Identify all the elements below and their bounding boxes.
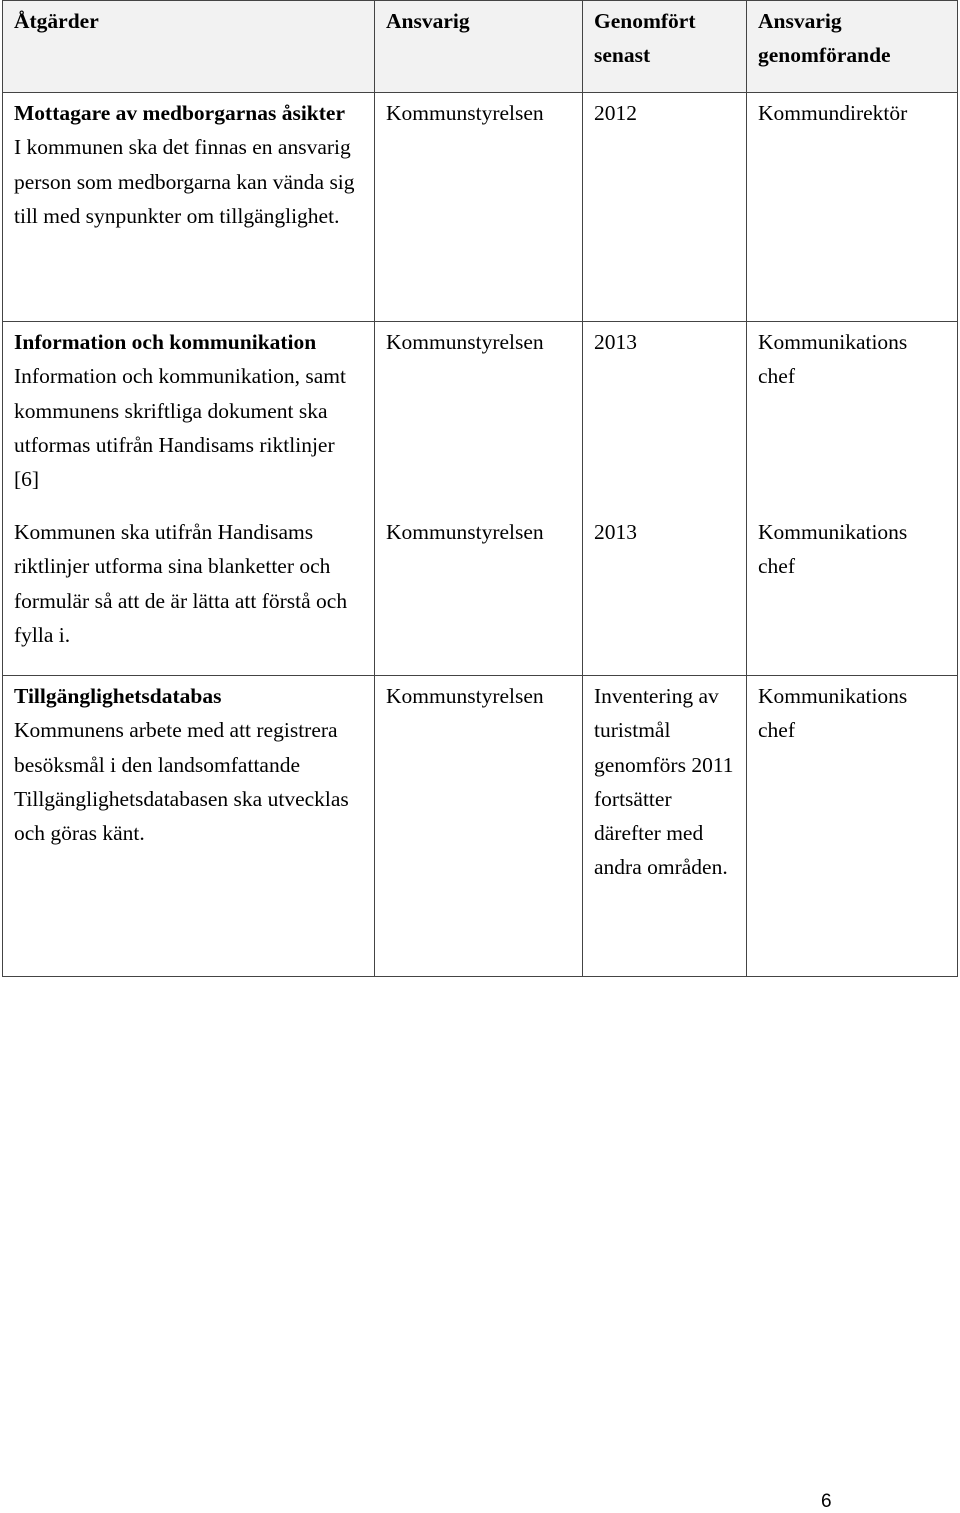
responsible-implementation-cell: Kommunikations chef [747, 676, 958, 977]
table-row [3, 515, 958, 676]
responsible-implementation-cell: Kommunikations chef [747, 515, 958, 676]
action-description: Kommunen ska utifrån Handisams riktlinjer utforma sina blanketter och formulär så att de är lätta att förstå och fylla i. [14, 520, 348, 647]
table-row [3, 93, 958, 322]
header-ansvarig: Ansvarig [375, 1, 583, 93]
table-row [3, 322, 958, 516]
header-genomfort-senast: Genomfört senast [583, 1, 747, 93]
page-number: 6 [821, 1491, 832, 1512]
header-atgarder: Åtgärder [3, 1, 375, 93]
completed-by-cell: 2012 [583, 93, 747, 322]
action-title: Mottagare av medborgarnas åsikter [14, 101, 346, 125]
action-title: Tillgänglighetsdatabas [14, 684, 222, 708]
responsible-cell: Kommunstyrelsen [375, 515, 583, 676]
action-description: Information och kommunikation, samt kommunens skriftliga dokument ska utformas utifrån Handisams riktlinjer [6] [14, 364, 347, 492]
table-header-row [3, 1, 958, 93]
actions-table [2, 0, 958, 977]
completed-by-cell: 2013 [583, 515, 747, 676]
action-cell [3, 515, 375, 676]
responsible-implementation-cell: Kommundirektör [747, 93, 958, 322]
action-title: Information och kommunikation [14, 330, 317, 354]
action-description: Kommunens arbete med att registrera besöksmål i den landsomfattande Tillgänglighetsdatabasen ska utvecklas och göras känt. [14, 718, 349, 846]
action-description: I kommunen ska det finnas en ansvarig person som medborgarna kan vända sig till med synpunkter om tillgänglighet. [14, 135, 355, 228]
table-row [3, 676, 958, 977]
responsible-cell: Kommunstyrelsen [375, 322, 583, 516]
action-cell [3, 322, 375, 516]
responsible-cell: Kommunstyrelsen [375, 93, 583, 322]
responsible-cell: Kommunstyrelsen [375, 676, 583, 977]
completed-by-cell: 2013 [583, 322, 747, 516]
completed-by-cell: Inventering av turistmål genomförs 2011 fortsätter därefter med andra områden. [583, 676, 747, 977]
action-cell [3, 93, 375, 322]
header-ansvarig-genomforande: Ansvarig genomförande [747, 1, 958, 93]
action-cell [3, 676, 375, 977]
responsible-implementation-cell: Kommunikations chef [747, 322, 958, 516]
